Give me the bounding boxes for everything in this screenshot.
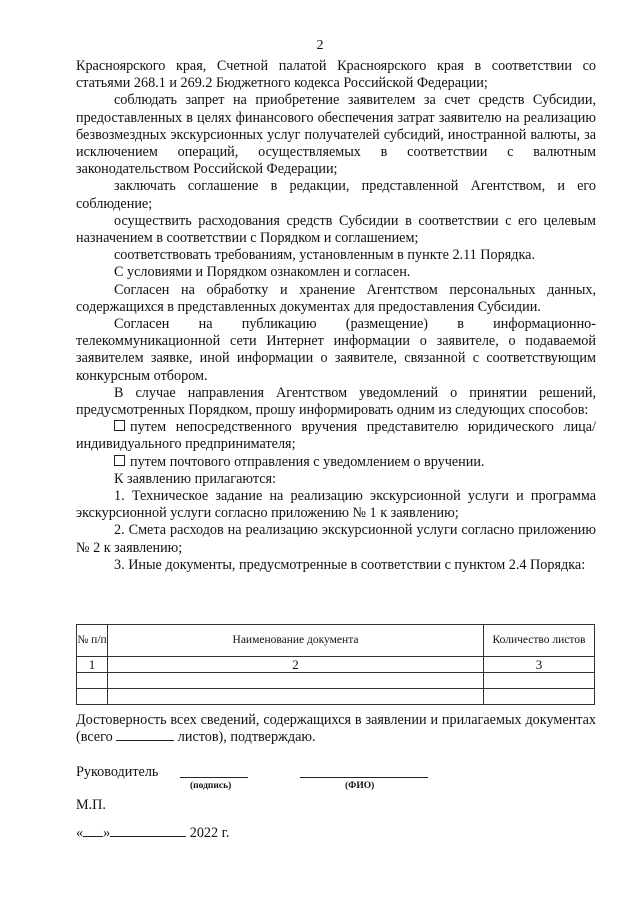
page-number: 2 bbox=[316, 38, 324, 53]
option-label: путем почтового отправления с уведомлением о вручении. bbox=[130, 453, 485, 470]
signature-line[interactable] bbox=[180, 777, 248, 778]
option-label: путем непосредственного вручения представителю юридического лица/ индивидуального предпринимателя; bbox=[76, 419, 596, 453]
attachments-intro: К заявлению прилагаются: bbox=[114, 470, 276, 487]
date-day-field[interactable] bbox=[83, 836, 103, 837]
signature-caption: (подпись) bbox=[190, 781, 232, 791]
table-cell: 1 bbox=[77, 657, 108, 673]
attachment-item: 3. Иные документы, предусмотренные в соответствии с пунктом 2.4 Порядка: bbox=[114, 556, 586, 573]
stamp-label: М.П. bbox=[76, 797, 106, 813]
table-header-row bbox=[77, 625, 595, 657]
header-document-name: Наименование документа bbox=[108, 625, 484, 657]
table-cell[interactable] bbox=[77, 689, 108, 705]
table-cell[interactable] bbox=[77, 673, 108, 689]
signature-role: Руководитель bbox=[76, 764, 159, 780]
date-open-quote: « bbox=[76, 825, 84, 841]
confirmation-text bbox=[76, 712, 596, 746]
paragraph: Красноярского края, Счетной палатой Красноярского края в соответствии со статьями 268.1 и 269.2 Бюджетного кодекса Российской Федерации; bbox=[76, 58, 596, 92]
confirmation-prefix: Достоверность всех сведений, содержащихся в заявлении и прилагаемых документах (всего bbox=[76, 712, 596, 746]
table-row[interactable] bbox=[77, 673, 595, 689]
document-body bbox=[76, 58, 596, 574]
paragraph: соответствовать требованиям, установленным в пункте 2.11 Порядка. bbox=[114, 247, 536, 264]
name-line[interactable] bbox=[300, 777, 428, 778]
attachment-item: 1. Техническое задание на реализацию экскурсионной услуги и программа экскурсионной услуги согласно приложению № 1 к заявлению; bbox=[76, 488, 596, 522]
sheet-count-field[interactable] bbox=[116, 740, 174, 741]
checkbox-icon[interactable] bbox=[114, 455, 125, 466]
documents-table bbox=[76, 624, 595, 705]
paragraph: соблюдать запрет на приобретение заявителем за счет средств Субсидии, предоставленных в целях финансового обеспечения затрат заявителю на реализацию безвозмездных экскурсионных услуг получателей субсидий, иностранной валюты, за исключением операций, осуществляемых в соответствии с валютным законодательством Российской Федерации; bbox=[76, 92, 596, 178]
notify-option-personal[interactable] bbox=[76, 419, 596, 453]
confirmation-block bbox=[76, 712, 596, 746]
confirmation-suffix: листов), подтверждаю. bbox=[177, 729, 316, 746]
paragraph: Согласен на публикацию (размещение) в информационно-телекоммуникационной сети Интернет информации о заявителе, о подаваемой заявителем заявке, иной информации о заявителе, связанной с соответствующим конкурсным отбором. bbox=[76, 316, 596, 384]
table-cell[interactable] bbox=[108, 689, 484, 705]
table-cell[interactable] bbox=[108, 673, 484, 689]
attachment-item: 2. Смета расходов на реализацию экскурсионной услуги согласно приложению № 2 к заявлению; bbox=[76, 522, 596, 556]
table-cell: 3 bbox=[484, 657, 595, 673]
table-cell[interactable] bbox=[484, 673, 595, 689]
header-sheet-count: Количество листов bbox=[484, 625, 595, 657]
notify-option-mail[interactable] bbox=[76, 454, 596, 471]
table-cell[interactable] bbox=[484, 689, 595, 705]
paragraph: С условиями и Порядком ознакомлен и согласен. bbox=[114, 264, 411, 281]
paragraph: заключать соглашение в редакции, представленной Агентством, и его соблюдение; bbox=[76, 178, 596, 212]
table-cell: 2 bbox=[108, 657, 484, 673]
paragraph: Согласен на обработку и хранение Агентством персональных данных, содержащихся в представленных документах для предоставления Субсидии. bbox=[76, 281, 596, 315]
table-numbering-row bbox=[77, 657, 595, 673]
table-row[interactable] bbox=[77, 689, 595, 705]
paragraph: В случае направления Агентством уведомлений о принятии решений, предусмотренных Порядком, прошу информировать одним из следующих способов: bbox=[76, 384, 596, 419]
date-year: 2022 г. bbox=[189, 825, 230, 841]
paragraph: осуществить расходования средств Субсидии в соответствии с его целевым назначением в соответствии с Порядком и соглашением; bbox=[76, 212, 596, 247]
header-number: № п/п bbox=[77, 625, 108, 657]
date-close-quote: » bbox=[103, 825, 111, 841]
checkbox-icon[interactable] bbox=[114, 420, 125, 431]
name-caption: (ФИО) bbox=[345, 781, 375, 791]
date-line bbox=[76, 825, 229, 842]
date-month-field[interactable] bbox=[110, 836, 186, 837]
